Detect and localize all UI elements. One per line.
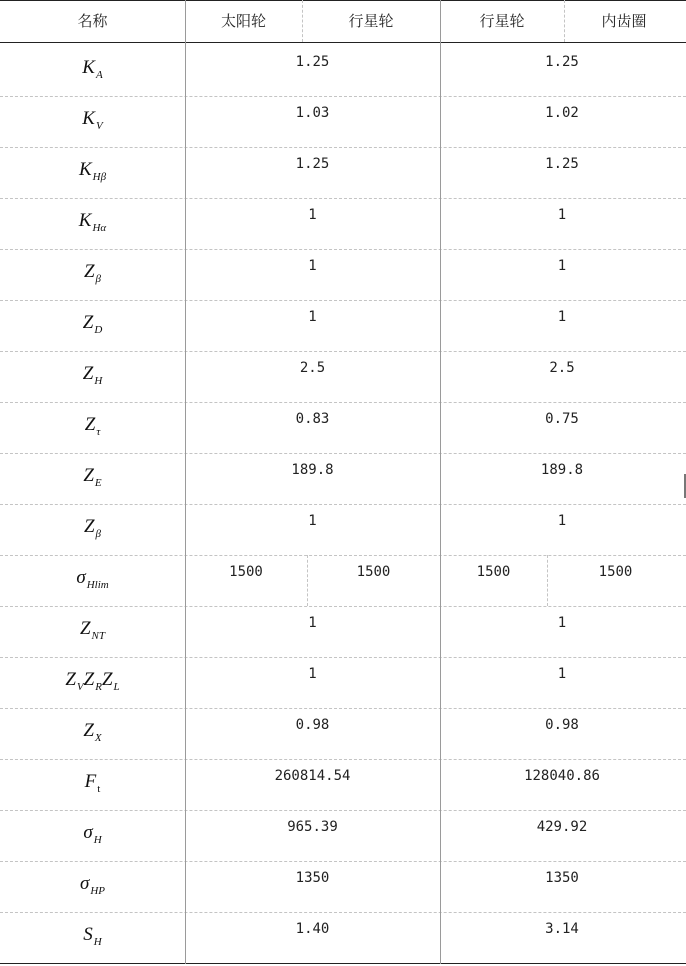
row-divider — [0, 453, 686, 454]
row-divider — [0, 504, 686, 505]
value-planet-Z-D: 1 — [557, 309, 567, 325]
row-divider — [0, 249, 686, 250]
value-planet-K-H-beta: 1.25 — [545, 156, 579, 172]
symbol-Z-E: $Z_E$ — [83, 465, 102, 489]
row-divider — [0, 810, 686, 811]
value-sun-Z-D: 1 — [308, 309, 317, 325]
header-ring-gear: 内齿圈 — [601, 12, 647, 30]
value-planet-Z-tau: 0.75 — [545, 411, 579, 427]
symbol-K-H-alpha: $K_{H\alpha}$ — [78, 210, 107, 234]
sigma-hlim-subcolumn-divider — [547, 555, 548, 606]
value-sun-Z-V-Z-R-Z-L: 1 — [308, 666, 317, 682]
row-divider — [0, 147, 686, 148]
row-divider — [0, 708, 686, 709]
symbol-sigma-H: $\sigma_H$ — [83, 822, 102, 846]
symbol-Z-beta: $Z_\beta$ — [83, 261, 102, 285]
value-planet-sigma-HP: 1350 — [545, 870, 579, 886]
value-planet-Z-V-Z-R-Z-L: 1 — [557, 666, 567, 682]
value-sun-Z-X: 0.98 — [295, 717, 330, 733]
value-sun-Z-E: 189.8 — [291, 462, 334, 478]
row-divider — [0, 912, 686, 913]
symbol-sigma-Hlim: $\sigma_{Hlim}$ — [76, 567, 109, 591]
symbol-Z-beta: $Z_\beta$ — [83, 516, 102, 540]
value-planet-sigma-Hlim: 1500 — [356, 564, 391, 580]
value-planet-K-V: 1.02 — [545, 105, 579, 121]
sigma-hlim-subcolumn-divider — [307, 555, 308, 606]
value-planet-K-A: 1.25 — [545, 54, 579, 70]
value-sun-K-H-alpha: 1 — [308, 207, 317, 223]
value-planet-Z-NT: 1 — [557, 615, 567, 631]
row-divider — [0, 300, 686, 301]
row-divider — [0, 555, 686, 556]
value-planet-Z-H: 2.5 — [549, 360, 575, 376]
row-divider — [0, 198, 686, 199]
value-planet-Z-X: 0.98 — [545, 717, 579, 733]
value-sun-K-V: 1.03 — [295, 105, 330, 121]
value-sun-Z-beta: 1 — [308, 258, 317, 274]
symbol-Z-H: $Z_H$ — [82, 363, 103, 387]
value-sun-Z-tau: 0.83 — [295, 411, 330, 427]
symbol-sigma-HP: $\sigma_{HP}$ — [79, 873, 106, 897]
value-planet-Z-beta: 1 — [557, 258, 567, 274]
value-sun-sigma-H: 965.39 — [287, 819, 338, 835]
header-sun-gear: 太阳轮 — [220, 12, 266, 30]
value-planet-K-H-alpha: 1 — [557, 207, 567, 223]
symbol-Z-X: $Z_X$ — [83, 720, 102, 744]
value-sun-Z-NT: 1 — [308, 615, 317, 631]
value-planet-S-H: 3.14 — [545, 921, 579, 937]
symbol-S-H: $S_H$ — [83, 924, 102, 948]
row-divider — [0, 657, 686, 658]
value-ring-sigma-Hlim: 1500 — [598, 564, 633, 580]
symbol-Z-NT: $Z_{NT}$ — [79, 618, 106, 642]
row-divider — [0, 402, 686, 403]
value-planet-Z-beta: 1 — [557, 513, 567, 529]
value-sun-K-H-beta: 1.25 — [295, 156, 330, 172]
value-sun-sigma-HP: 1350 — [295, 870, 330, 886]
symbol-K-A: $K_A$ — [82, 57, 103, 81]
header-planet-gear: 行星轮 — [479, 12, 525, 30]
value-sun-S-H: 1.40 — [295, 921, 330, 937]
value-planet-Z-E: 189.8 — [540, 462, 584, 478]
symbol-K-H-beta: $K_{H\beta}$ — [78, 159, 107, 183]
symbol-Z-V-Z-R-Z-L: $Z_VZ_RZ_L$ — [65, 669, 120, 693]
symbol-Z-D: $Z_D$ — [82, 312, 103, 336]
value-planet-F-t: 128040.86 — [524, 768, 600, 784]
symbol-F-t: $F_t$ — [84, 771, 101, 795]
row-divider — [0, 96, 686, 97]
row-divider — [0, 606, 686, 607]
header-name: 名称 — [77, 12, 108, 30]
row-divider — [0, 861, 686, 862]
symbol-K-V: $K_V$ — [82, 108, 103, 132]
value-sun-Z-beta: 1 — [308, 513, 317, 529]
value-sun-sigma-Hlim: 1500 — [229, 564, 263, 580]
row-divider — [0, 351, 686, 352]
value-planet-sigma-Hlim: 1500 — [476, 564, 511, 580]
row-divider — [0, 759, 686, 760]
header-planet-gear: 行星轮 — [348, 12, 394, 30]
value-sun-F-t: 260814.54 — [274, 768, 351, 784]
value-sun-K-A: 1.25 — [295, 54, 330, 70]
value-sun-Z-H: 2.5 — [299, 360, 326, 376]
table-bottom-border — [0, 963, 686, 964]
symbol-Z-tau: $Z_\tau$ — [84, 414, 101, 438]
table-top-border — [0, 0, 686, 1]
header-bottom-border — [0, 42, 686, 43]
value-planet-sigma-H: 429.92 — [536, 819, 588, 835]
